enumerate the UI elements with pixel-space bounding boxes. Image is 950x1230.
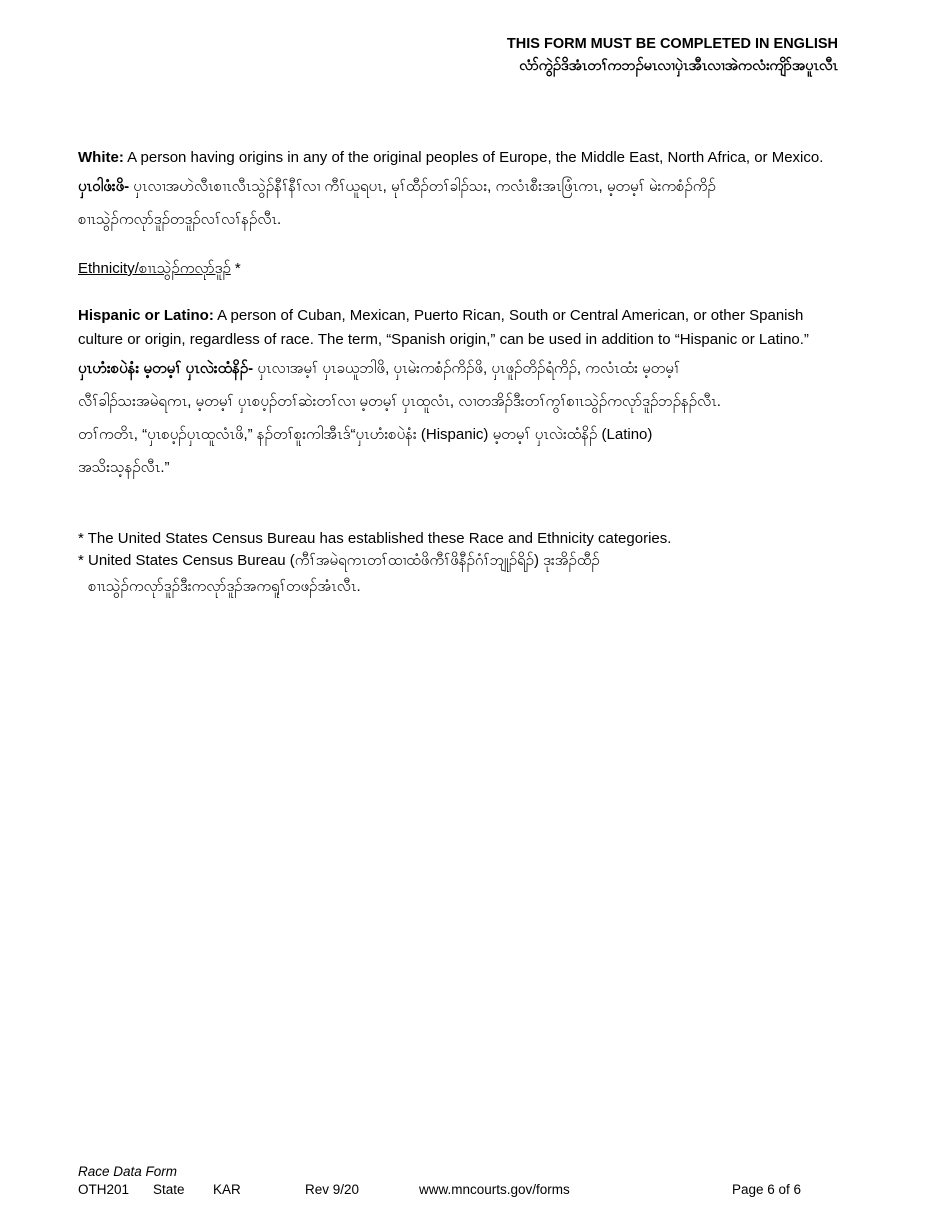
form-content (78, 146, 868, 602)
ethnicity-heading (78, 256, 868, 282)
form-footer (78, 1163, 838, 1199)
footnotes (78, 528, 868, 602)
white-lead-en: White: (78, 149, 124, 166)
hispanic-text-en-1: A person of Cuban, Mexican, Puerto Rican, South or Central American, or other Spanish (213, 307, 804, 324)
hispanic-karen-line-1 (78, 352, 868, 385)
white-text-en: A person having origins in any of the original peoples of Europe, the Middle East, North Africa, or Mexico. (123, 149, 824, 166)
footer-page-number: Page 6 of 6 (732, 1182, 802, 1197)
footnote-census-english: * The United States Census Bureau has established these Race and Ethnicity categories. (78, 530, 672, 547)
white-lead-kar: ပှၤဝါဖံးဖိ- (78, 178, 130, 195)
hispanic-karen-line-2: လီၢ်ခါၣ်သးအမဲရကၤ, မ့တမ့ၢ် ပှၤစပ့ၣ်တၢ်ဆဲးတၢ်လၢ မ့တမ့ၢ် ပှၤထူလံၤ, လၢတအိၣ်ဒီးတၢ်ကွၢ်စၢၤသွဲၣ်ကလုာ်ဒူၣ်ဘၣ်နၣ်လီၤ. (78, 393, 721, 410)
footnote-census-karen-line-1: * United States Census Bureau (ကီၢ်အမဲရကၤတၢ်ထၢထံဖိကီၢ်ဖိနီၣ်ဂံၢ်ဘျုၣ်ရိၣ်) ဒုးအိၣ်ထီၣ် (78, 552, 600, 569)
ethnicity-label: Ethnicity/စၢၤသွဲၣ်ကလုာ်ဒူၣ် (78, 260, 231, 277)
ethnicity-asterisk: * (230, 260, 241, 277)
white-english-line (78, 146, 868, 170)
header-english-notice: THIS FORM MUST BE COMPLETED IN ENGLISH (506, 36, 838, 52)
white-definition (78, 146, 868, 236)
white-karen-line-1 (78, 170, 868, 203)
hispanic-karen-line-3: တၢ်ကတိၤ, “ပှၤစပ့ၣ်ပှၤထူလံၤဖိ,” နၣ်တၢ်စူးကါအီၤဒ်“ပှၤဟံးစပဲနံး (Hispanic) မ့တမ့ၢ် ပှၤလဲးထံနိၣ် (Latino) (78, 426, 653, 443)
form-header (507, 34, 838, 78)
hispanic-english-line-2: culture or origin, regardless of race. The term, “Spanish origin,” can be used in addition to “Hispanic or Latino.” (78, 331, 809, 348)
white-text-kar-1: ပှၤလၢအဟဲလီၤစၢၤလီၤသွဲၣ်နီၢ်နီၢ်လၢ ကီၢ်ယူရပၤ, မုၢ်ထီၣ်တၢ်ခါၣ်သး, ကလံၤစီးအၤဖြံၤကၤ, မ့တမ့ၢ် မဲးကစံၣ်ကိၣ် (129, 178, 716, 195)
hispanic-definition (78, 304, 868, 484)
footer-jurisdiction: State (153, 1182, 185, 1197)
footer-website-link[interactable]: www.mncourts.gov/forms (419, 1182, 570, 1197)
footer-language: KAR (213, 1182, 241, 1197)
hispanic-text-kar-1: ပှၤလၢအမ့ၢ် ပှၤခယူဘါဖိ, ပှၤမဲးကစံၣ်ကိၣ်ဖိ, ပှၤဖူၣ်တိၣ်ရံကိၣ်, ကလံၤထံး မ့တမ့ၢ် (253, 360, 681, 377)
hispanic-english-line-1 (78, 304, 868, 328)
header-karen-notice: လံာ်ကွဲၣ်ဒိအံၤတၢ်ကဘၣ်မၤလၢပှဲၤအီၤလၢအဲကလံးကျိာ်အပူၤလီၤ (519, 58, 838, 74)
footer-form-code: OTH201 (78, 1182, 130, 1197)
hispanic-karen-line-4: အသိးသ့နၣ်လီၤ.” (78, 459, 170, 476)
hispanic-lead-kar: ပှၤဟံးစပဲနံး မ့တမ့ၢ် ပှၤလဲးထံနိၣ်- (78, 360, 254, 377)
footnote-census-karen-line-2: စၢၤသွဲၣ်ကလုာ်ဒူၣ်ဒီးကလုာ်ဒူၣ်အကရူၢ်တဖၣ်အံၤလီၤ. (88, 578, 361, 595)
footer-revision: Rev 9/20 (305, 1182, 360, 1197)
footer-info-row (78, 1181, 838, 1199)
white-karen-line-2: စၢၤသွဲၣ်ကလုာ်ဒူၣ်တဒူၣ်လၢ်လၢ်နၣ်လီၤ. (78, 211, 282, 228)
footer-form-title: Race Data Form (78, 1164, 178, 1179)
hispanic-lead-en: Hispanic or Latino: (78, 307, 214, 324)
